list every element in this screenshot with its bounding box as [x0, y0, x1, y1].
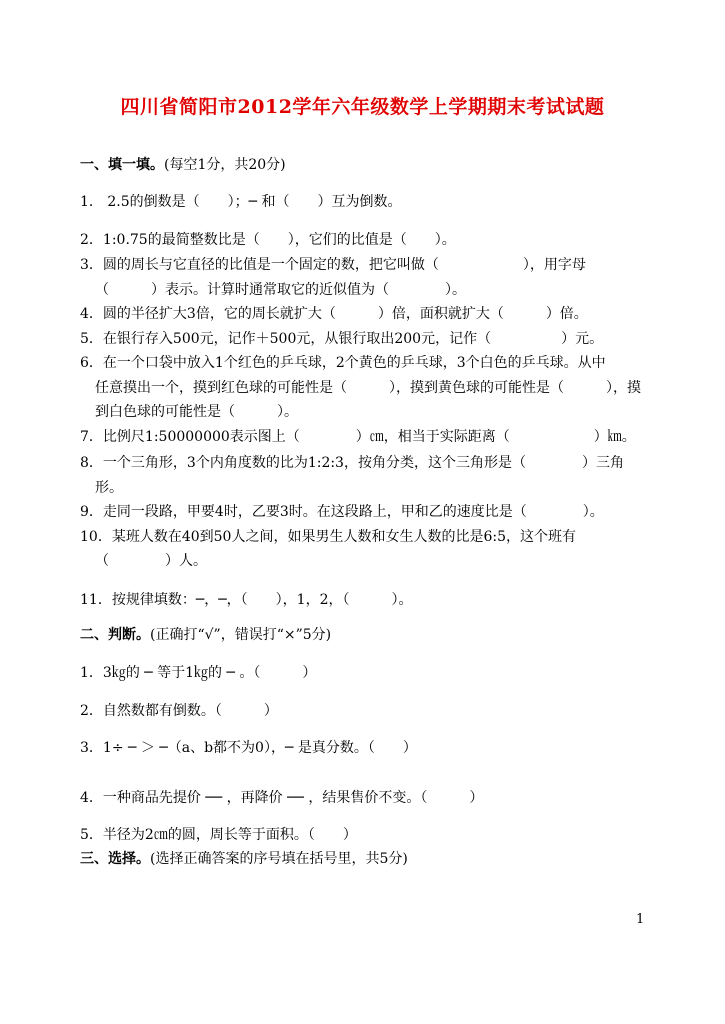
page-number: 1 — [636, 912, 645, 927]
question-1-11: 11．按规律填数：─，─，（ ），1，2，（ ）。 — [80, 592, 413, 608]
section-note: (每空1分，共20分) — [164, 157, 286, 173]
question-1-6-cont-b: 到白色球的可能性是（ ）。 — [95, 404, 298, 420]
section-note: (正确打“√”，错误打“×”5分) — [150, 627, 332, 643]
question-1-3: 3．圆的周长与它直径的比值是一个固定的数，把它叫做（ ），用字母 — [80, 257, 586, 273]
question-1-10-cont: （ ）人。 — [95, 553, 207, 569]
section-note: (选择正确答案的序号填在括号里，共5分) — [150, 851, 408, 867]
question-2-2: 2．自然数都有倒数。（ ） — [80, 703, 278, 719]
question-1-9: 9．走同一段路，甲要4时，乙要3时。在这段路上，甲和乙的速度比是（ ）。 — [80, 504, 604, 520]
question-1-3-cont: （ ）表示。计算时通常取它的近似值为（ ）。 — [95, 282, 466, 298]
question-1-8: 8．一个三角形，3个内角度数的比为1:2:3，按角分类，这个三角形是（ ）三角 — [80, 455, 624, 471]
question-2-4: 4．一种商品先提价 ── ，再降价 ── ，结果售价不变。（ ） — [80, 790, 484, 806]
question-1-7: 7．比例尺1:50000000表示图上（ ）㎝，相当于实际距离（ ）㎞。 — [80, 429, 636, 445]
section-heading-label: 三、选择。 — [80, 851, 150, 867]
question-1-6-cont-a: 任意摸出一个，摸到红色球的可能性是（ ），摸到黄色球的可能性是（ ），摸 — [95, 380, 641, 396]
section-heading-fill-in — [80, 156, 286, 174]
section-heading-judge — [80, 626, 331, 644]
question-1-1: 1． 2.5的倒数是（ ）；─ 和（ ）互为倒数。 — [80, 194, 402, 210]
question-1-2: 2．1:0.75的最简整数比是（ ），它们的比值是（ ）。 — [80, 232, 456, 248]
question-1-4: 4．圆的半径扩大3倍，它的周长就扩大（ ）倍，面积就扩大（ ）倍。 — [80, 306, 588, 322]
question-1-6: 6．在一个口袋中放入1个红色的乒乓球，2个黄色的乒乓球，3个白色的乒乓球。从中 — [80, 355, 606, 371]
section-heading-label: 一、填一填。 — [80, 157, 164, 173]
question-2-3: 3．1÷ ─ ＞ ─（a、b都不为0），─ 是真分数。（ ） — [80, 740, 417, 756]
section-heading-choose — [80, 850, 408, 868]
page-title: 四川省简阳市2012学年六年级数学上学期期末考试试题 — [120, 96, 605, 118]
question-1-8-cont: 形。 — [95, 480, 123, 496]
section-heading-label: 二、判断。 — [80, 627, 150, 643]
question-2-1: 1．3㎏的 ─ 等于1㎏的 ─ 。（ ） — [80, 665, 317, 681]
question-2-5: 5．半径为2㎝的圆，周长等于面积。（ ） — [80, 827, 357, 843]
question-1-10: 10．某班人数在40到50人之间，如果男生人数和女生人数的比是6:5，这个班有 — [80, 529, 576, 545]
question-1-5: 5．在银行存入500元，记作＋500元，从银行取出200元，记作（ ）元。 — [80, 331, 604, 347]
